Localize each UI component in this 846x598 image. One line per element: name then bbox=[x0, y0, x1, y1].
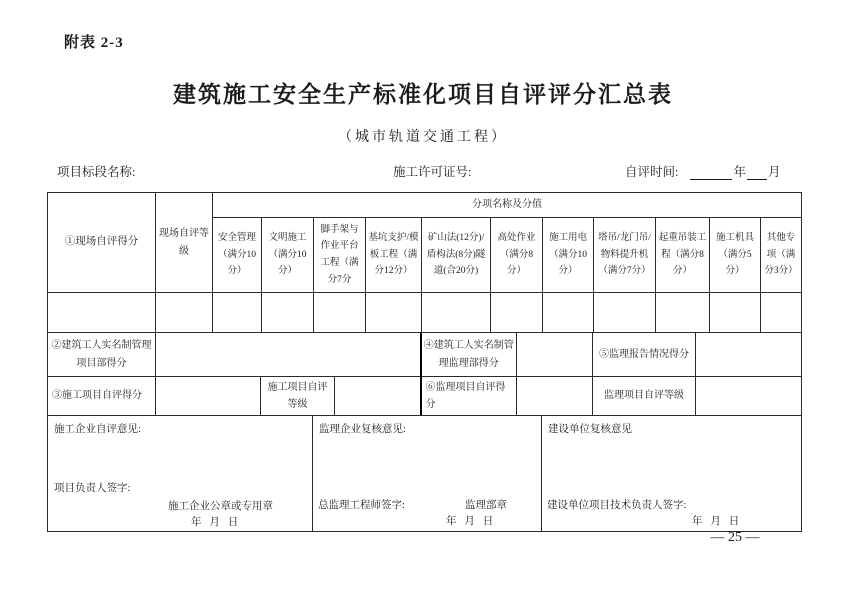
project-leader-signature-label: 项目负责人签字: bbox=[54, 483, 131, 494]
score-table-header-grid bbox=[47, 192, 802, 333]
supervision-date-label: 年 月 日 bbox=[446, 516, 494, 527]
owner-date-label: 年 月 日 bbox=[692, 516, 740, 527]
score-cell bbox=[156, 333, 421, 377]
worker-realname-supervision-label: ④建筑工人实名制管理监理部得分 bbox=[421, 333, 517, 377]
construction-opinion-section bbox=[48, 416, 313, 532]
year-blank-line bbox=[690, 166, 732, 180]
subitem-col-header: 塔吊/龙门吊/物料提升机（满分7分） bbox=[594, 218, 656, 293]
supervision-project-grade-label: 监理项目自评等级 bbox=[593, 377, 696, 416]
score-cell bbox=[491, 293, 543, 333]
subitem-col-header: 施工机具（满分5分） bbox=[710, 218, 761, 293]
subitem-col-header: 基坑支护/模板工程（满分12分） bbox=[366, 218, 422, 293]
page-number: — 25 — bbox=[710, 530, 760, 545]
supervision-seal-label: 监理部章 bbox=[465, 500, 507, 511]
signature-sections bbox=[47, 415, 802, 532]
construction-project-grade-label: 施工项目自评等级 bbox=[261, 377, 335, 416]
page-title: 建筑施工安全生产标准化项目自评评分汇总表 bbox=[173, 82, 673, 107]
supervision-project-selfscore-label: ⑥监理项目自评得分 bbox=[421, 377, 517, 416]
score-cell bbox=[366, 293, 422, 333]
owner-tech-leader-signature-label: 建设单位项目技术负责人签字: bbox=[547, 500, 687, 511]
chief-engineer-signature-label: 总监理工程师签字: bbox=[318, 500, 405, 511]
year-label: 年 bbox=[733, 165, 746, 179]
score-cell bbox=[156, 377, 261, 416]
info-line bbox=[0, 162, 846, 180]
score-cell bbox=[543, 293, 594, 333]
supervision-opinion-section bbox=[313, 416, 542, 532]
score-cell bbox=[710, 293, 761, 333]
site-grade-label: 现场自评等级 bbox=[156, 193, 213, 293]
score-cell bbox=[156, 293, 213, 333]
score-cell bbox=[262, 293, 314, 333]
score-cell bbox=[314, 293, 366, 333]
subitem-col-header: 高处作业（满分8分） bbox=[491, 218, 543, 293]
score-cell bbox=[761, 293, 802, 333]
supervision-opinion-label: 监理企业复核意见: bbox=[319, 424, 406, 435]
score-table bbox=[47, 192, 803, 532]
project-section-label: 项目标段名称: bbox=[57, 165, 136, 179]
score-cell bbox=[656, 293, 710, 333]
subitems-header: 分项名称及分值 bbox=[213, 193, 802, 218]
subitem-col-header: 起重吊装工程（满分8分） bbox=[656, 218, 710, 293]
subitem-col-header: 文明施工（满分10分） bbox=[262, 218, 314, 293]
construction-opinion-label: 施工企业自评意见: bbox=[54, 424, 141, 435]
subitem-col-header: 脚手架与作业平台工程（满分7分 bbox=[314, 218, 366, 293]
self-eval-time bbox=[625, 162, 781, 180]
self-eval-time-label: 自评时间: bbox=[625, 165, 679, 179]
month-blank-line bbox=[747, 166, 767, 180]
page-subtitle: （城市轨道交通工程） bbox=[338, 130, 508, 145]
score-cell bbox=[696, 333, 802, 377]
score-cell bbox=[335, 377, 421, 416]
owner-opinion-label: 建设单位复核意见 bbox=[548, 424, 632, 435]
appendix-label: 附表 2-3 bbox=[64, 35, 124, 51]
score-cell bbox=[517, 333, 593, 377]
permit-label: 施工许可证号: bbox=[393, 165, 472, 179]
subitem-col-header: 施工用电（满分10分） bbox=[543, 218, 594, 293]
score-cell bbox=[594, 293, 656, 333]
score-table-summary-rows bbox=[47, 332, 802, 416]
score-cell bbox=[517, 377, 593, 416]
construction-project-selfscore-label: ③施工项目自评得分 bbox=[48, 377, 156, 416]
subitem-col-header: 安全管理（满分10分） bbox=[213, 218, 262, 293]
construction-date-label: 年 月 日 bbox=[191, 517, 239, 528]
owner-opinion-section bbox=[542, 416, 802, 532]
supervision-report-label: ⑤监理报告情况得分 bbox=[593, 333, 696, 377]
month-label: 月 bbox=[768, 165, 781, 179]
score-cell bbox=[48, 293, 156, 333]
subitem-col-header: 其他专项（满分3分） bbox=[761, 218, 802, 293]
construction-seal-label: 施工企业公章或专用章 bbox=[168, 501, 273, 512]
subitem-col-header: 矿山法(12分)/盾构法(8分)隧道(合20分) bbox=[422, 218, 491, 293]
site-score-label: ①现场自评得分 bbox=[48, 193, 156, 293]
score-cell bbox=[213, 293, 262, 333]
worker-realname-project-label: ②建筑工人实名制管理项目部得分 bbox=[48, 333, 156, 377]
score-cell bbox=[696, 377, 802, 416]
score-cell bbox=[422, 293, 491, 333]
